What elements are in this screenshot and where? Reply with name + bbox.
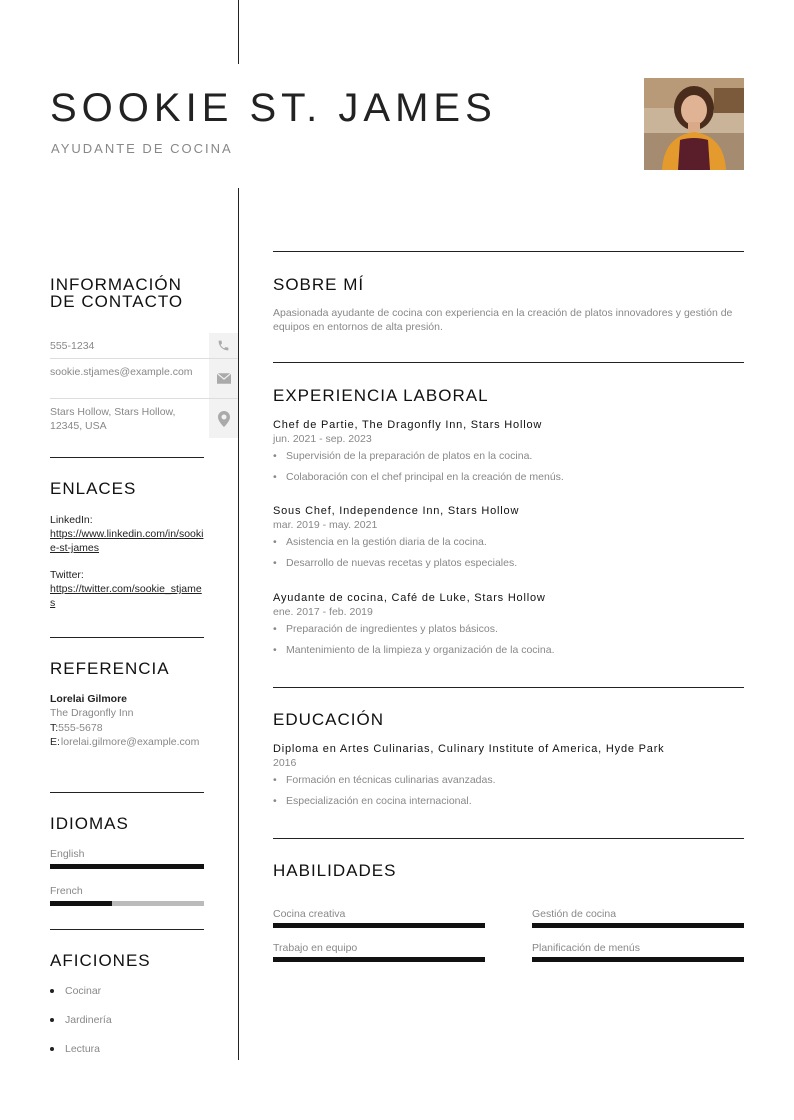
reference-email: lorelai.gilmore@example.com [60,736,200,748]
job-title: Sous Chef, Independence Inn, Stars Hollow [273,505,520,517]
divider [50,792,204,793]
hobbies-section [50,952,204,1071]
language-level-bar [50,901,204,906]
map-pin-icon [209,399,238,438]
skills-heading: HABILIDADES [273,861,397,880]
hobby-item: Lectura [50,1042,204,1071]
column-divider-line [238,188,239,1060]
skill-item: Cocina creativa [273,907,485,928]
job-date: mar. 2019 - may. 2021 [273,519,378,531]
job-entry [273,418,744,491]
contact-email-row [50,359,238,399]
linkedin-label: LinkedIn: [50,514,93,526]
divider [50,637,204,638]
education-date: 2016 [273,757,297,769]
divider [50,929,204,930]
contact-section [50,276,238,438]
contact-phone-row [50,333,238,359]
language-level-bar [50,864,204,869]
job-title: Ayudante de cocina, Café de Luke, Stars Hollow [273,592,546,604]
reference-section [50,660,210,749]
skill-level-bar [273,957,485,962]
skill-level-bar [532,957,744,962]
about-text: Apasionada ayudante de cocina con experiencia en la creación de platos innovadores y gestión de equipos en entornos de alta presión. [273,307,733,333]
links-section [50,480,210,610]
job-bullet: • Asistencia en la gestión diaria de la cocina. [273,535,744,549]
job-date: jun. 2021 - sep. 2023 [273,433,372,445]
reference-phone-row: T:555-5678 [50,722,103,734]
divider [273,251,744,252]
hobbies-heading: AFICIONES [50,951,151,970]
reference-heading: REFERENCIA [50,659,170,678]
job-bullet: • Colaboración con el chef principal en la creación de menús. [273,470,744,484]
skill-item: Gestión de cocina [532,907,744,928]
skill-item: Trabajo en equipo [273,941,485,962]
candidate-title: AYUDANTE DE COCINA [51,141,233,156]
contact-address-row [50,399,238,438]
divider [273,687,744,688]
education-title: Diploma en Artes Culinarias, Culinary Institute of America, Hyde Park [273,743,665,755]
language-item: English [50,847,204,869]
skill-level-bar [532,923,744,928]
experience-heading: EXPERIENCIA LABORAL [273,386,489,405]
education-bullet: • Formación en técnicas culinarias avanzadas. [273,773,744,787]
candidate-name: SOOKIE ST. JAMES [50,86,497,130]
language-item: French [50,884,204,906]
reference-name: Lorelai Gilmore [50,693,128,705]
twitter-label: Twitter: [50,569,84,581]
linkedin-link[interactable]: https://www.linkedin.com/in/sookie-st-james [50,528,204,554]
job-bullet: • Supervisión de la preparación de platos en la cocina. [273,449,744,463]
divider [273,838,744,839]
twitter-link[interactable]: https://twitter.com/sookie_stjames [50,583,202,609]
links-heading: ENLACES [50,479,137,498]
reference-email-row: E: lorelai.gilmore@example.com [50,736,200,748]
contact-email: sookie.stjames@example.com [50,366,193,378]
divider [50,457,204,458]
education-entry [273,742,744,815]
job-bullet: • Preparación de ingredientes y platos básicos. [273,622,744,636]
education-bullet: • Especialización en cocina internacional. [273,794,744,808]
top-divider-line [238,0,239,64]
education-heading: EDUCACIÓN [273,710,385,729]
job-date: ene. 2017 - feb. 2019 [273,606,373,618]
contact-address: Stars Hollow, Stars Hollow, 12345, USA [50,406,176,432]
hobby-item: Cocinar [50,984,204,1013]
reference-phone: 555-5678 [58,722,103,734]
skill-level-bar [273,923,485,928]
envelope-icon [209,359,238,398]
skill-item: Planificación de menús [532,941,744,962]
languages-heading: IDIOMAS [50,814,129,833]
job-entry [273,504,744,577]
job-bullet: • Mantenimiento de la limpieza y organización de la cocina. [273,643,744,657]
languages-section [50,815,204,906]
about-heading: SOBRE MÍ [273,275,365,294]
profile-photo [644,78,744,170]
contact-heading: INFORMACIÓN DE CONTACTO [50,275,184,311]
job-bullet: • Desarrollo de nuevas recetas y platos especiales. [273,556,744,570]
phone-icon [209,333,238,358]
contact-phone: 555-1234 [50,340,95,352]
divider [273,362,744,363]
job-entry [273,591,744,664]
reference-company: The Dragonfly Inn [50,707,134,719]
hobby-item: Jardinería [50,1013,204,1042]
job-title: Chef de Partie, The Dragonfly Inn, Stars Hollow [273,419,543,431]
